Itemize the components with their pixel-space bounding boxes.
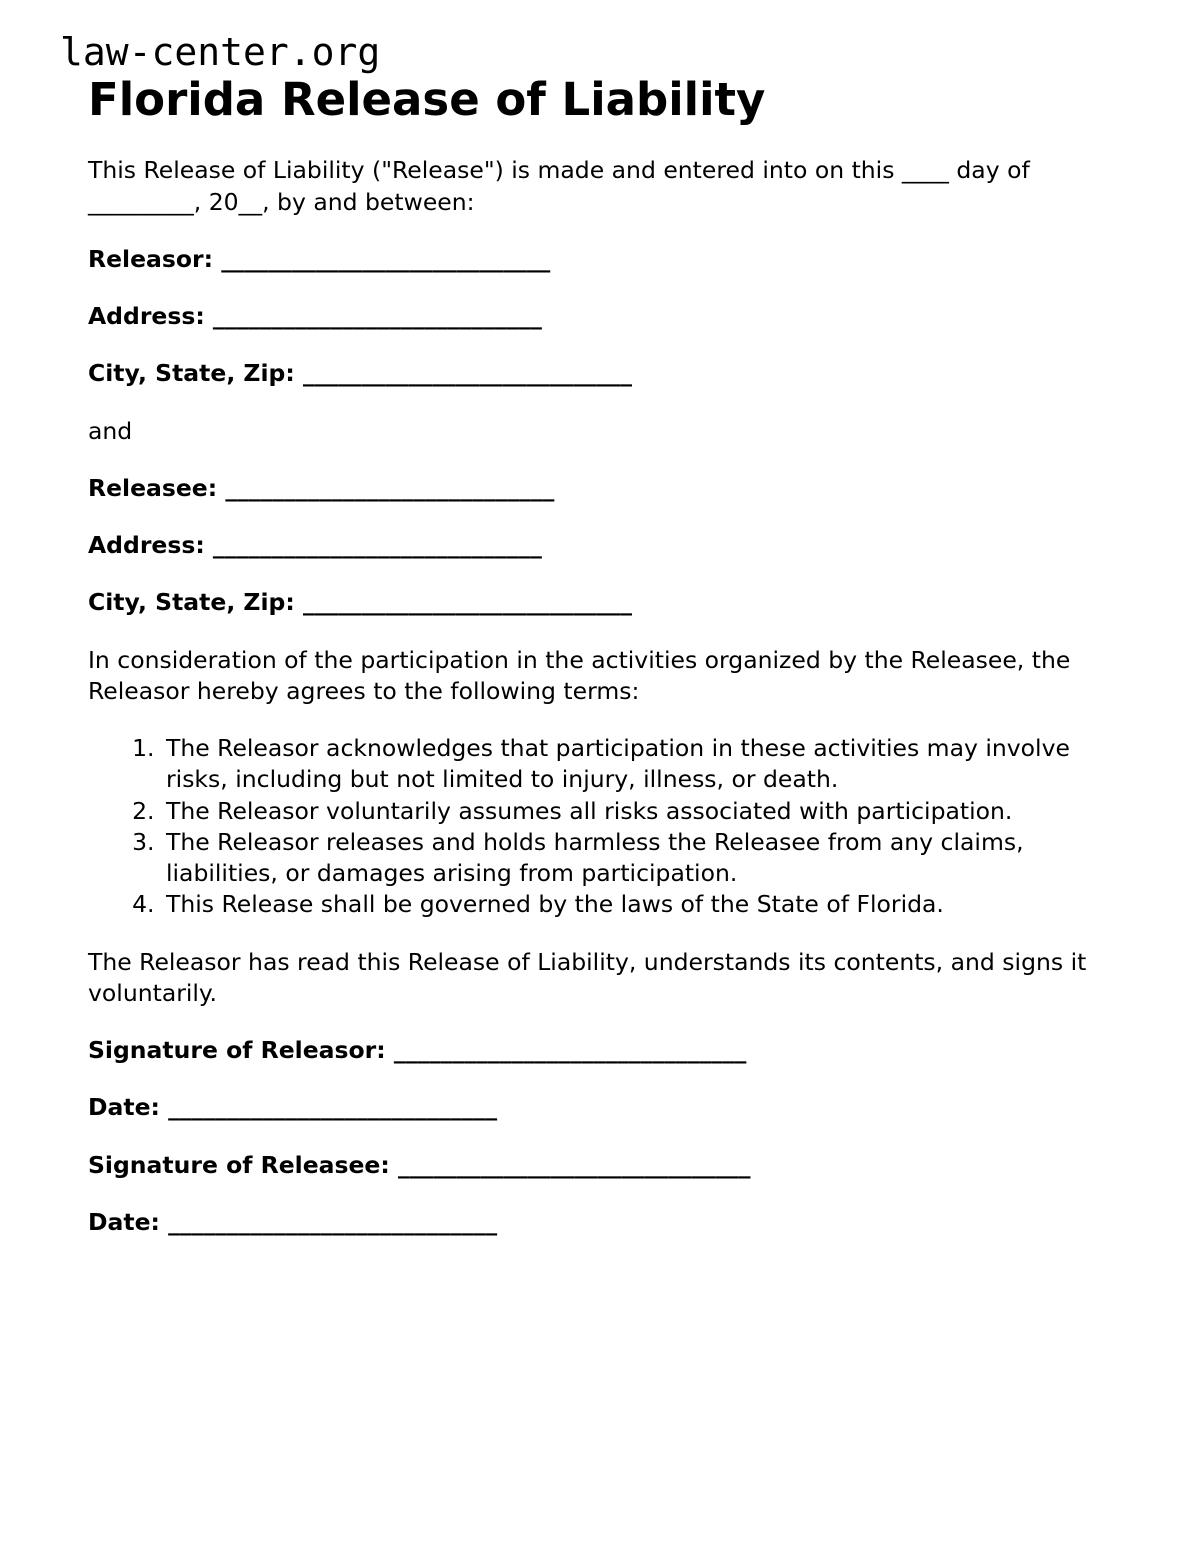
field-releasor-signature-label: Signature of Releasor: (88, 1036, 394, 1065)
field-releasee-signature-label: Signature of Releasee: (88, 1150, 398, 1179)
field-releasor-signature-blank[interactable]: ______________________________ (393, 1036, 747, 1065)
field-releasee-city-state-zip-blank[interactable]: ____________________________ (302, 588, 632, 617)
field-releasee-city-state-zip (88, 587, 1125, 618)
parties-separator: and (88, 416, 133, 445)
field-releasee-date-label: Date: (88, 1207, 169, 1236)
site-brand: law-center.org (60, 30, 381, 74)
field-releasor-signature (88, 1035, 1125, 1066)
intro-paragraph: This Release of Liability ("Release") is made and entered into on this ____ day of _________, 20__, by and between: (88, 156, 1030, 216)
field-releasor-date-label: Date: (88, 1093, 169, 1122)
field-releasor-name (88, 244, 1125, 275)
field-releasee-signature (88, 1150, 1125, 1181)
field-releasor-address-blank[interactable]: ____________________________ (212, 302, 542, 331)
field-releasee-name-blank[interactable]: ____________________________ (225, 473, 555, 502)
signature-block (88, 1035, 1125, 1238)
list-item: 2. The Releasor voluntarily assumes all risks associated with participation. (162, 796, 1125, 827)
field-releasee-name (88, 473, 1125, 504)
list-item: 4. This Release shall be governed by the laws of the State of Florida. (162, 889, 1125, 920)
field-releasee-date (88, 1207, 1125, 1238)
field-releasee-city-state-zip-label: City, State, Zip: (88, 588, 303, 617)
field-releasor-name-label: Releasor: (88, 244, 222, 273)
field-releasee-date-blank[interactable]: ____________________________ (168, 1207, 498, 1236)
field-releasee-name-label: Releasee: (88, 473, 226, 502)
document-body (60, 155, 1131, 1238)
terms-list (88, 733, 1125, 921)
field-releasee-address-label: Address: (88, 531, 213, 560)
field-releasee-address (88, 530, 1125, 561)
field-releasor-city-state-zip (88, 358, 1125, 389)
field-releasor-name-blank[interactable]: ____________________________ (221, 244, 551, 273)
field-releasor-city-state-zip-blank[interactable]: ____________________________ (302, 359, 632, 388)
field-releasor-city-state-zip-label: City, State, Zip: (88, 359, 303, 388)
field-releasor-address-label: Address: (88, 302, 213, 331)
field-releasor-date (88, 1092, 1125, 1123)
acknowledgement-paragraph: The Releasor has read this Release of Liability, understands its contents, and signs it voluntarily. (88, 947, 1087, 1007)
list-item: 3. The Releasor releases and holds harmless the Releasee from any claims, liabilities, or damages arising from participation. (162, 827, 1125, 890)
page-title: Florida Release of Liability (88, 72, 766, 126)
field-releasee-signature-blank[interactable]: ______________________________ (397, 1150, 751, 1179)
field-releasor-address (88, 301, 1125, 332)
consideration-paragraph: In consideration of the participation in the activities organized by the Releasee, the Releasor hereby agrees to the following terms: (88, 645, 1071, 705)
list-item: 1. The Releasor acknowledges that participation in these activities may involve risks, including but not limited to injury, illness, or death. (162, 733, 1125, 796)
field-releasee-address-blank[interactable]: ____________________________ (212, 531, 542, 560)
field-releasor-date-blank[interactable]: ____________________________ (168, 1093, 498, 1122)
